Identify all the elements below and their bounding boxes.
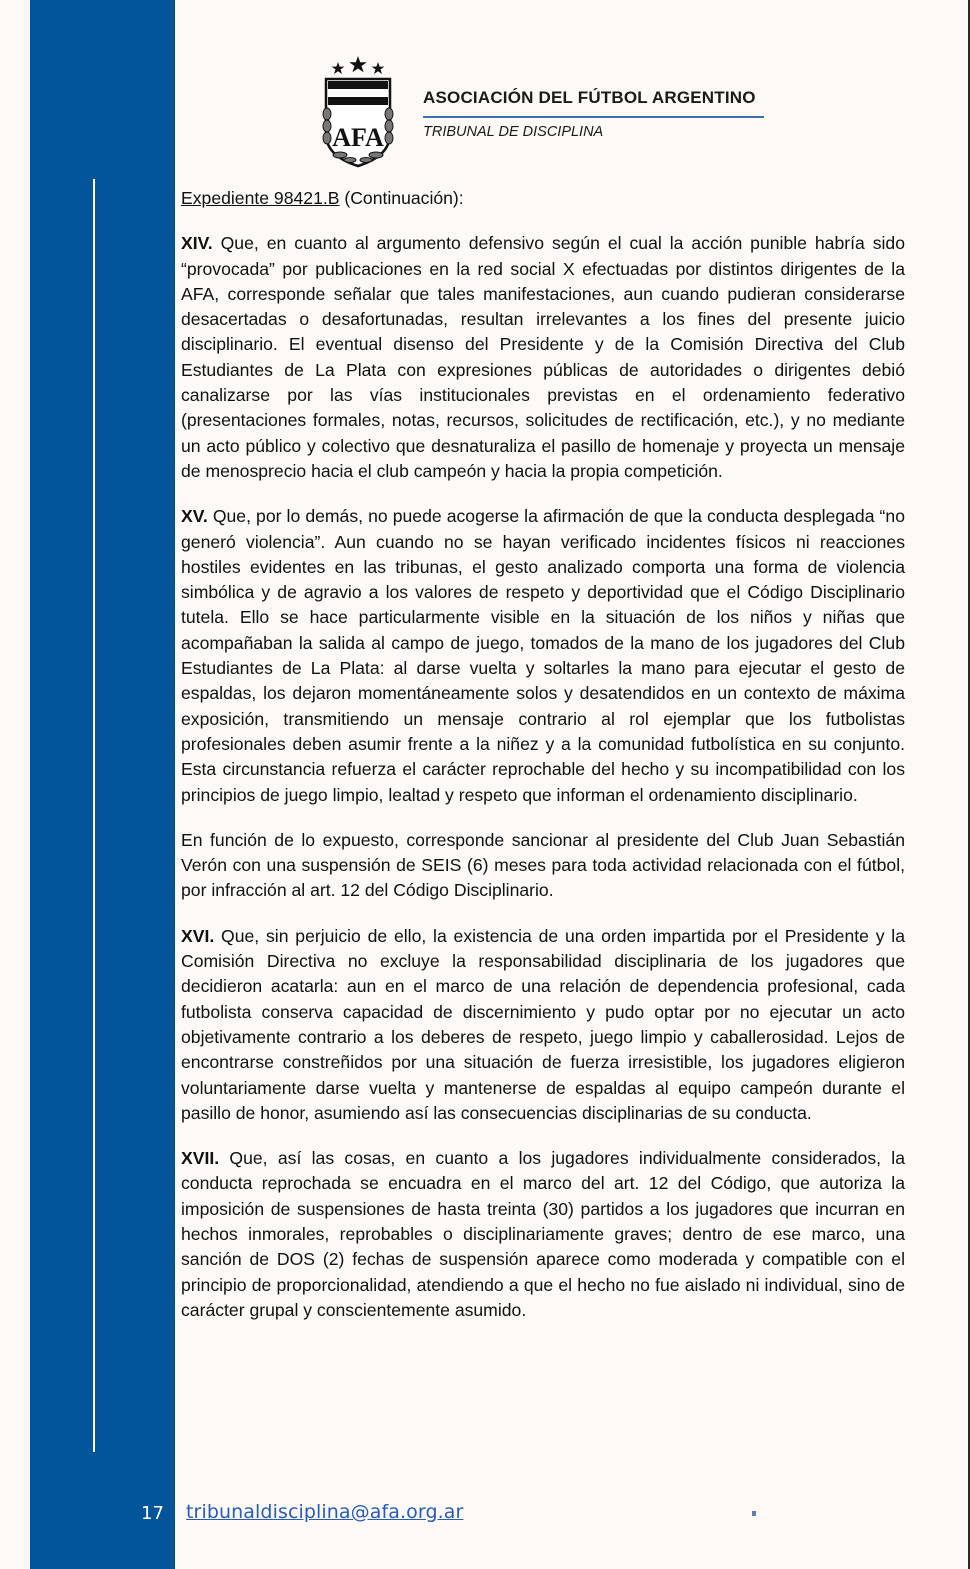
header-rule <box>423 116 764 118</box>
paragraph-text: En función de lo expuesto, corresponde sancionar al presidente del Club Juan Sebastián Verón con una suspensión de SEIS (6) meses para toda actividad relacionada con el fútbol, por infracción al art. 12 del Código Disciplinario. <box>181 829 905 901</box>
expediente-reference: Expediente 98421.B <box>181 188 340 208</box>
paragraph-text: Que, por lo demás, no puede acogerse la afirmación de que la conducta desplegada “no generó violencia”. Aun cuando no se hayan verificado incidentes físicos ni reacciones hostiles evidentes en las tribunas, el gesto analizado comporta una forma de violencia simbólica y de agravio a los valores de respeto y deportividad que el Código Disciplinario tutela. Ello se hace particularmente visible en la situación de los niños y niñas que acompañaban la salida al campo de juego, tomados de la mano de los jugadores del Club Estudiantes de La Plata: al darse vuelta y soltarles la mano para ejecutar el gesto de espaldas, los dejaron momentáneamente solos y desatendidos en un contexto de máxima exposición, transmitiendo un mensaje contrario al rol ejemplar que los futbolistas profesionales deben asumir frente a la niñez y a la comunidad futbolística en su conjunto. Esta circunstancia refuerza el carácter reprochable del hecho y su incompatibilidad con los principios de juego limpio, lealtad y respeto que informan el ordenamiento disciplinario. <box>181 506 905 805</box>
tribunal-subtitle: TRIBUNAL DE DISCIPLINA <box>423 124 604 140</box>
sidebar-band <box>30 0 175 1569</box>
expediente-suffix: (Continuación): <box>339 188 464 208</box>
paragraph-xiv <box>181 231 905 484</box>
paragraph-label: XV. <box>181 506 208 527</box>
page-number: 17 <box>141 1503 164 1524</box>
letterhead <box>318 54 778 172</box>
page-marker <box>752 1511 756 1516</box>
paragraph-xvii <box>181 1146 905 1323</box>
paragraph-text: Que, en cuanto al argumento defensivo según el cual la acción punible habría sido “provocada” por publicaciones en la red social X efectuadas por distintos dirigentes de la AFA, corresponde señalar que tales manifestaciones, aun cuando pudieran considerarse desacertadas o desafortunadas, resultan irrelevantes a los fines del presente juicio disciplinario. El eventual disenso del Presidente y de la Comisión Directiva del Club Estudiantes de La Plata con expresiones públicas de autoridades o dirigentes debió canalizarse por las vías institucionales previstas en el ordenamiento federativo (presentaciones formales, notas, recursos, solicitudes de rectificación, etc.), y no mediante un acto público y colectivo que desnaturaliza el pasillo de homenaje y proyecta un mensaje de menosprecio hacia el club campeón y hacia la propia competición. <box>181 233 905 481</box>
paragraph-sanction-president <box>181 828 905 904</box>
paragraph-text: Que, así las cosas, en cuanto a los jugadores individualmente considerados, la conducta reprochada se encuadra en el marco del art. 12 del Código, que autoriza la imposición de suspensiones de hasta treinta (30) partidos a los jugadores que incurran en hechos inmorales, reprobables o disciplinariamente graves; dentro de ese marco, una sanción de DOS (2) fechas de suspensión aparece como moderada y compatible con el principio de proporcionalidad, atendiendo a que el hecho no fue aislado ni individual, sino de carácter grupal y conscientemente asumido. <box>181 1148 905 1320</box>
paragraph-xvi <box>181 924 905 1126</box>
afa-crest-icon <box>318 54 398 170</box>
paragraph-label: XVII. <box>181 1148 220 1169</box>
email-link[interactable]: tribunaldisciplina@afa.org.ar <box>186 1501 464 1523</box>
paragraph-label: XIV. <box>181 233 213 254</box>
document-body <box>181 186 905 1343</box>
paragraph-text: Que, sin perjuicio de ello, la existencia de una orden impartida por el Presidente y la Comisión Directiva no excluye la responsabilidad disciplinaria de los jugadores que decidieron acatarla: aun en el marco de una relación de dependencia profesional, cada futbolista conserva capacidad de discernimiento y pudo optar por no ejecutar un acto objetivamente contrario a los deberes de respeto, juego limpio y caballerosidad. Lejos de encontrarse constreñidos por una situación de fuerza irresistible, los jugadores eligieron voluntariamente darse vuelta y mantenerse de espaldas al equipo campeón durante el pasillo de honor, asumiendo así las consecuencias disciplinarias de su conducta. <box>181 925 905 1123</box>
svg-text:AFA: AFA <box>332 123 384 152</box>
paragraph-xv <box>181 504 905 808</box>
paragraph-label: XVI. <box>181 925 215 946</box>
organization-name: ASOCIACIÓN DEL FÚTBOL ARGENTINO <box>423 88 756 107</box>
sidebar-divider-line <box>93 179 95 1452</box>
expediente-heading <box>181 186 905 211</box>
